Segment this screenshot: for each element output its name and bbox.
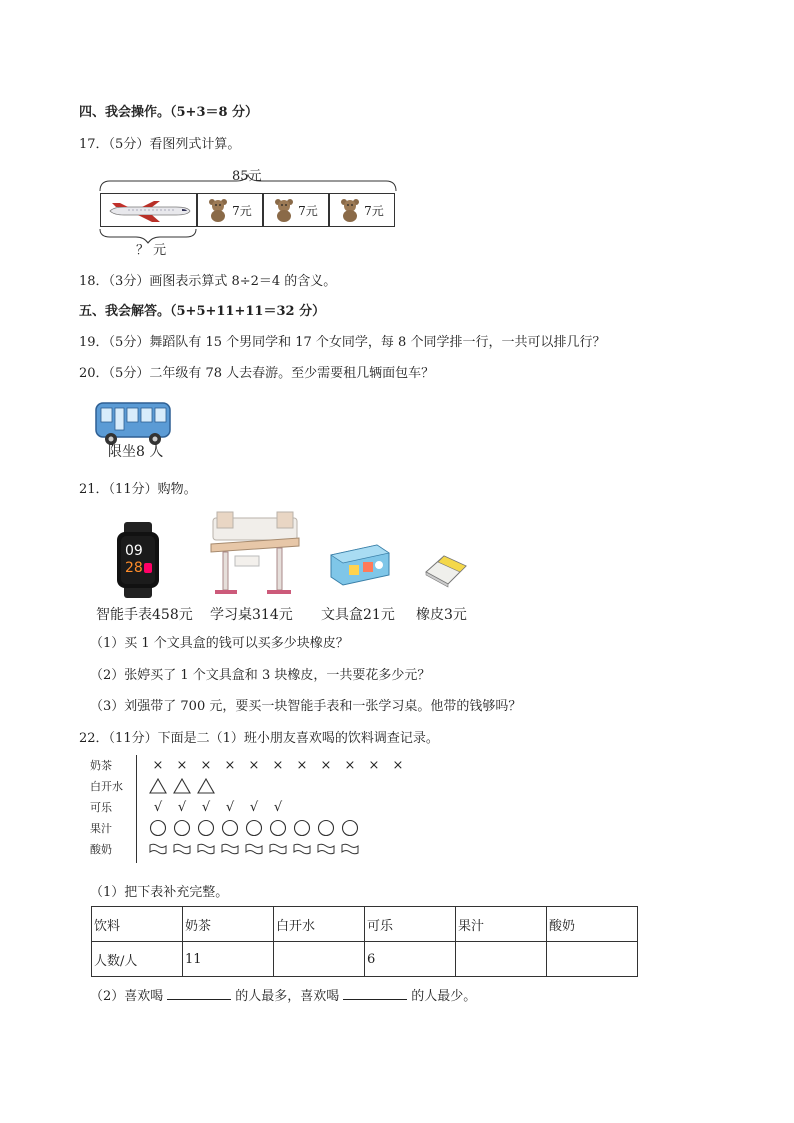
table-cell: 奶茶 <box>183 907 274 942</box>
answer-blank-most[interactable] <box>167 987 231 1000</box>
smartwatch-icon <box>115 522 161 598</box>
q17-price-3: 7元 <box>364 203 384 218</box>
tally-label: 酸奶 <box>90 843 112 856</box>
check-mark-icon: √ <box>225 799 235 815</box>
product-label-eraser: 橡皮3元 <box>416 607 467 623</box>
circle-mark-icon <box>314 818 338 838</box>
q17-price-2: 7元 <box>298 203 318 218</box>
cross-mark-icon: × <box>200 757 212 773</box>
q18-prompt: 18．（3分）画图表示算式 8÷2＝4 的含义。 <box>79 274 337 289</box>
check-mark-icon: √ <box>177 799 187 815</box>
tally-marks <box>146 797 290 817</box>
q21-sub3: （3）刘强带了 700 元，要买一块智能手表和一张学习桌。他带的钱够吗？ <box>90 699 522 714</box>
circle-mark-icon <box>266 818 290 838</box>
pencil-case-icon <box>327 543 393 587</box>
table-cell: 11 <box>183 942 274 977</box>
q17-bear-cell <box>263 193 329 227</box>
circle-mark-icon <box>194 818 218 838</box>
yogurt-mark-icon <box>146 839 170 859</box>
tally-row <box>90 818 130 838</box>
section-4-title: 四、我会操作。（5+3＝8 分） <box>79 105 259 120</box>
tally-row <box>90 839 130 859</box>
circle-mark-icon <box>338 818 362 838</box>
tally-row <box>90 776 130 796</box>
triangle-mark-icon <box>146 776 170 796</box>
table-cell: 白开水 <box>274 907 365 942</box>
triangle-mark-icon <box>170 776 194 796</box>
product-label-desk: 学习桌314元 <box>210 607 293 623</box>
airplane-icon <box>106 197 192 223</box>
tally-row <box>90 797 283 817</box>
table-cell: 可乐 <box>365 907 456 942</box>
section-5-title: 五、我会解答。（5+5+11+11＝32 分） <box>79 304 326 319</box>
table-cell: 果汁 <box>456 907 547 942</box>
triangle-mark-icon <box>194 776 218 796</box>
q20-prompt: 20．（5分）二年级有 78 人去春游。至少需要租几辆面包车？ <box>79 366 435 381</box>
q17-prompt: 17．（5分）看图列式计算。 <box>79 137 241 152</box>
cross-mark-icon: × <box>176 757 188 773</box>
q19-prompt: 19．（5分）舞蹈队有 15 个男同学和 17 个女同学，每 8 个同学排一行，一共可以排几行？ <box>79 335 606 350</box>
yogurt-mark-icon <box>218 839 242 859</box>
yogurt-mark-icon <box>338 839 362 859</box>
q21-sub1: （1）买 1 个文具盒的钱可以买多少块橡皮？ <box>90 636 349 651</box>
tally-row <box>90 755 404 775</box>
cross-mark-icon: × <box>272 757 284 773</box>
q17-unknown: ？ 元 <box>136 243 167 258</box>
cross-mark-icon: × <box>224 757 236 773</box>
tally-marks <box>146 755 410 775</box>
tally-marks <box>146 839 362 859</box>
q17-plane-cell <box>100 193 197 227</box>
cross-mark-icon: × <box>368 757 380 773</box>
cross-mark-icon: × <box>392 757 404 773</box>
tally-label: 白开水 <box>90 780 123 793</box>
cross-mark-icon: × <box>344 757 356 773</box>
study-desk-icon <box>205 508 305 600</box>
product-label-watch: 智能手表458元 <box>96 607 193 623</box>
yogurt-mark-icon <box>170 839 194 859</box>
tally-marks <box>146 818 362 838</box>
q22-prompt: 22．（11分）下面是二（1）班小朋友喜欢喝的饮料调查记录。 <box>79 731 439 746</box>
yogurt-mark-icon <box>290 839 314 859</box>
teddy-bear-icon <box>340 198 360 222</box>
teddy-bear-icon <box>208 198 228 222</box>
tally-label: 奶茶 <box>90 759 112 772</box>
cross-mark-icon: × <box>320 757 332 773</box>
table-cell: 6 <box>365 942 456 977</box>
eraser-icon <box>424 552 468 588</box>
table-cell[interactable] <box>274 942 365 977</box>
tally-divider <box>136 755 137 863</box>
circle-mark-icon <box>170 818 194 838</box>
q21-prompt: 21．（11分）购物。 <box>79 482 197 497</box>
yogurt-mark-icon <box>314 839 338 859</box>
q22-sub2-text-c: 的人最少。 <box>411 989 477 1004</box>
cross-mark-icon: × <box>152 757 164 773</box>
teddy-bear-icon <box>274 198 294 222</box>
survey-table <box>91 906 638 977</box>
product-label-pencil-case: 文具盒21元 <box>321 607 395 623</box>
q17-bear-cell <box>197 193 263 227</box>
check-mark-icon: √ <box>273 799 283 815</box>
circle-mark-icon <box>146 818 170 838</box>
q22-sub2 <box>90 985 476 1004</box>
bus-caption: 限坐8 人 <box>108 444 164 460</box>
table-header-row <box>92 907 638 942</box>
cross-mark-icon: × <box>248 757 260 773</box>
watch-minute: 28 <box>125 560 143 576</box>
q21-sub2: （2）张婷买了 1 个文具盒和 3 块橡皮，一共要花多少元？ <box>90 668 431 683</box>
yogurt-mark-icon <box>242 839 266 859</box>
table-cell: 人数/人 <box>92 942 183 977</box>
check-mark-icon: √ <box>249 799 259 815</box>
check-mark-icon: √ <box>153 799 163 815</box>
answer-blank-least[interactable] <box>343 987 407 1000</box>
q17-price-1: 7元 <box>232 203 252 218</box>
q22-sub1: （1）把下表补充完整。 <box>90 885 229 900</box>
table-cell: 饮料 <box>92 907 183 942</box>
circle-mark-icon <box>290 818 314 838</box>
watch-hour: 09 <box>125 543 143 559</box>
table-cell[interactable] <box>456 942 547 977</box>
check-mark-icon: √ <box>201 799 211 815</box>
circle-mark-icon <box>242 818 266 838</box>
circle-mark-icon <box>218 818 242 838</box>
table-cell: 酸奶 <box>547 907 638 942</box>
yogurt-mark-icon <box>194 839 218 859</box>
table-row <box>92 942 638 977</box>
q17-bear-cell <box>329 193 395 227</box>
tally-label: 可乐 <box>90 801 112 814</box>
tally-marks <box>146 776 218 796</box>
tally-record <box>90 753 404 865</box>
q22-sub2-text-a: （2）喜欢喝 <box>90 989 164 1004</box>
q17-figure <box>96 165 398 258</box>
tally-label: 果汁 <box>90 822 112 835</box>
table-cell[interactable] <box>547 942 638 977</box>
q22-sub2-text-b: 的人最多，喜欢喝 <box>235 989 340 1004</box>
cross-mark-icon: × <box>296 757 308 773</box>
q17-total: 85元 <box>232 169 262 184</box>
yogurt-mark-icon <box>266 839 290 859</box>
